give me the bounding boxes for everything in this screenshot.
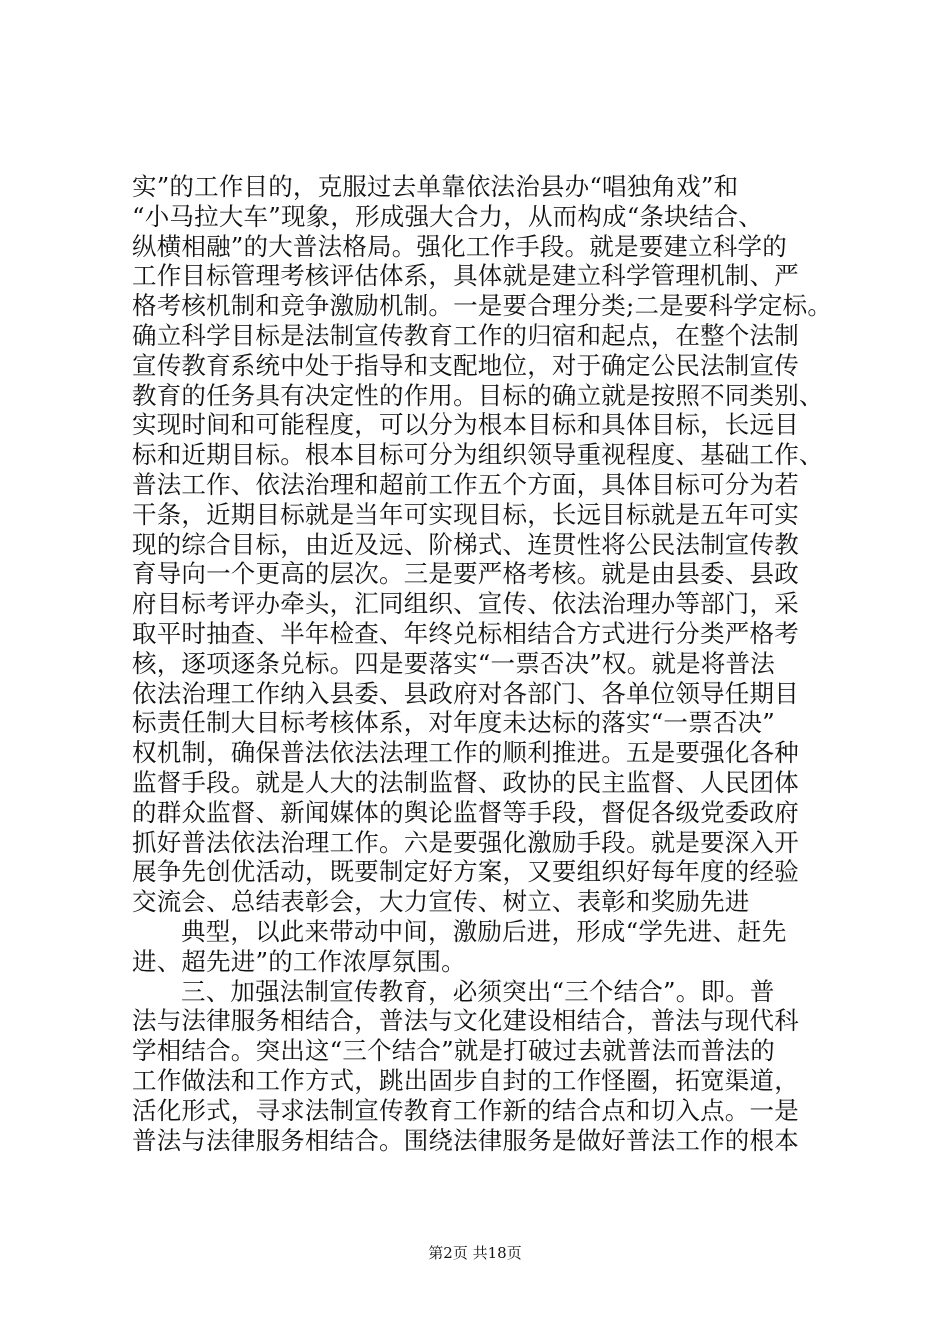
text-line-32: 活化形式，寻求法制宣传教育工作新的结合点和切入点。一是 (132, 1095, 799, 1125)
text-line-12: 干条，近期目标就是当年可实现目标，长远目标就是五年可实 (132, 499, 799, 529)
text-line-25: 交流会、总结表彰会，大力宣传、树立、表彰和奖励先进 (132, 887, 750, 917)
text-line-2: “小马拉大车”现象，形成强大合力，从而构成“条块结合、 (132, 201, 763, 231)
page-number-label: 第2页 共18页 (428, 1244, 522, 1262)
text-line-4: 工作目标管理考核评估体系，具体就是建立科学管理机制、严 (132, 261, 799, 291)
text-line-31: 工作做法和工作方式，跳出固步自封的工作怪圈，拓宽渠道， (132, 1065, 799, 1095)
text-line-16: 取平时抽查、半年检查、年终兑标相结合方式进行分类严格考 (132, 618, 799, 648)
text-line-1: 实”的工作目的，克服过去单靠依法治县办“唱独角戏”和 (132, 172, 739, 201)
text-line-23: 抓好普法依法治理工作。六是要强化激励手段。就是要深入开 (132, 827, 799, 857)
text-line-3: 纵横相融”的大普法格局。强化工作手段。就是要建立科学的 (132, 231, 787, 261)
text-line-30: 学相结合。突出这“三个结合”就是打破过去就普法而普法的 (132, 1036, 775, 1066)
text-line-21: 监督手段。就是人大的法制监督、政协的民主监督、人民团体 (132, 767, 799, 797)
text-line-14: 育导向一个更高的层次。三是要严格考核。就是由县委、县政 (132, 559, 799, 589)
text-line-5: 格考核机制和竞争激励机制。一是要合理分类;二是要科学定标。 (132, 291, 833, 321)
text-line-10: 标和近期目标。根本目标可分为组织领导重视程度、基础工作、 (132, 440, 824, 470)
text-line-20: 权机制，确保普法依法法理工作的顺利推进。五是要强化各种 (132, 738, 799, 768)
page-footer (0, 1243, 950, 1263)
text-line-28: 三、加强法制宣传教育，必须突出“三个结合”。即。普 (181, 976, 775, 1006)
text-line-13: 现的综合目标，由近及远、阶梯式、连贯性将公民法制宣传教 (132, 529, 799, 559)
text-line-7: 宣传教育系统中处于指导和支配地位，对于确定公民法制宣传 (132, 350, 799, 380)
text-line-6: 确立科学目标是法制宣传教育工作的归宿和起点，在整个法制 (132, 320, 799, 350)
text-line-15: 府目标考评办牵头，汇同组织、宣传、依法治理办等部门，采 (132, 589, 799, 619)
text-line-8: 教育的任务具有决定性的作用。目标的确立就是按照不同类别、 (132, 380, 824, 410)
text-line-19: 标责任制大目标考核体系，对年度未达标的落实“一票否决” (132, 708, 775, 738)
text-line-29: 法与法律服务相结合，普法与文化建设相结合，普法与现代科 (132, 1006, 799, 1036)
text-line-27: 进、超先进”的工作浓厚氛围。 (132, 946, 466, 976)
text-line-33: 普法与法律服务相结合。围绕法律服务是做好普法工作的根本 (132, 1125, 799, 1155)
text-line-24: 展争先创优活动，既要制定好方案，又要组织好每年度的经验 (132, 857, 799, 887)
text-line-17: 核，逐项逐条兑标。四是要落实“一票否决”权。就是将普法 (132, 648, 775, 678)
text-line-26: 典型，以此来带动中间，激励后进，形成“学先进、赶先 (181, 916, 787, 946)
body-text (132, 172, 837, 1155)
text-line-18: 依法治理工作纳入县委、县政府对各部门、各单位领导任期目 (132, 678, 799, 708)
text-line-11: 普法工作、依法治理和超前工作五个方面，具体目标可分为若 (132, 469, 799, 499)
text-line-9: 实现时间和可能程度，可以分为根本目标和具体目标，长远目 (132, 410, 799, 440)
text-line-22: 的群众监督、新闻媒体的舆论监督等手段，督促各级党委政府 (132, 797, 799, 827)
